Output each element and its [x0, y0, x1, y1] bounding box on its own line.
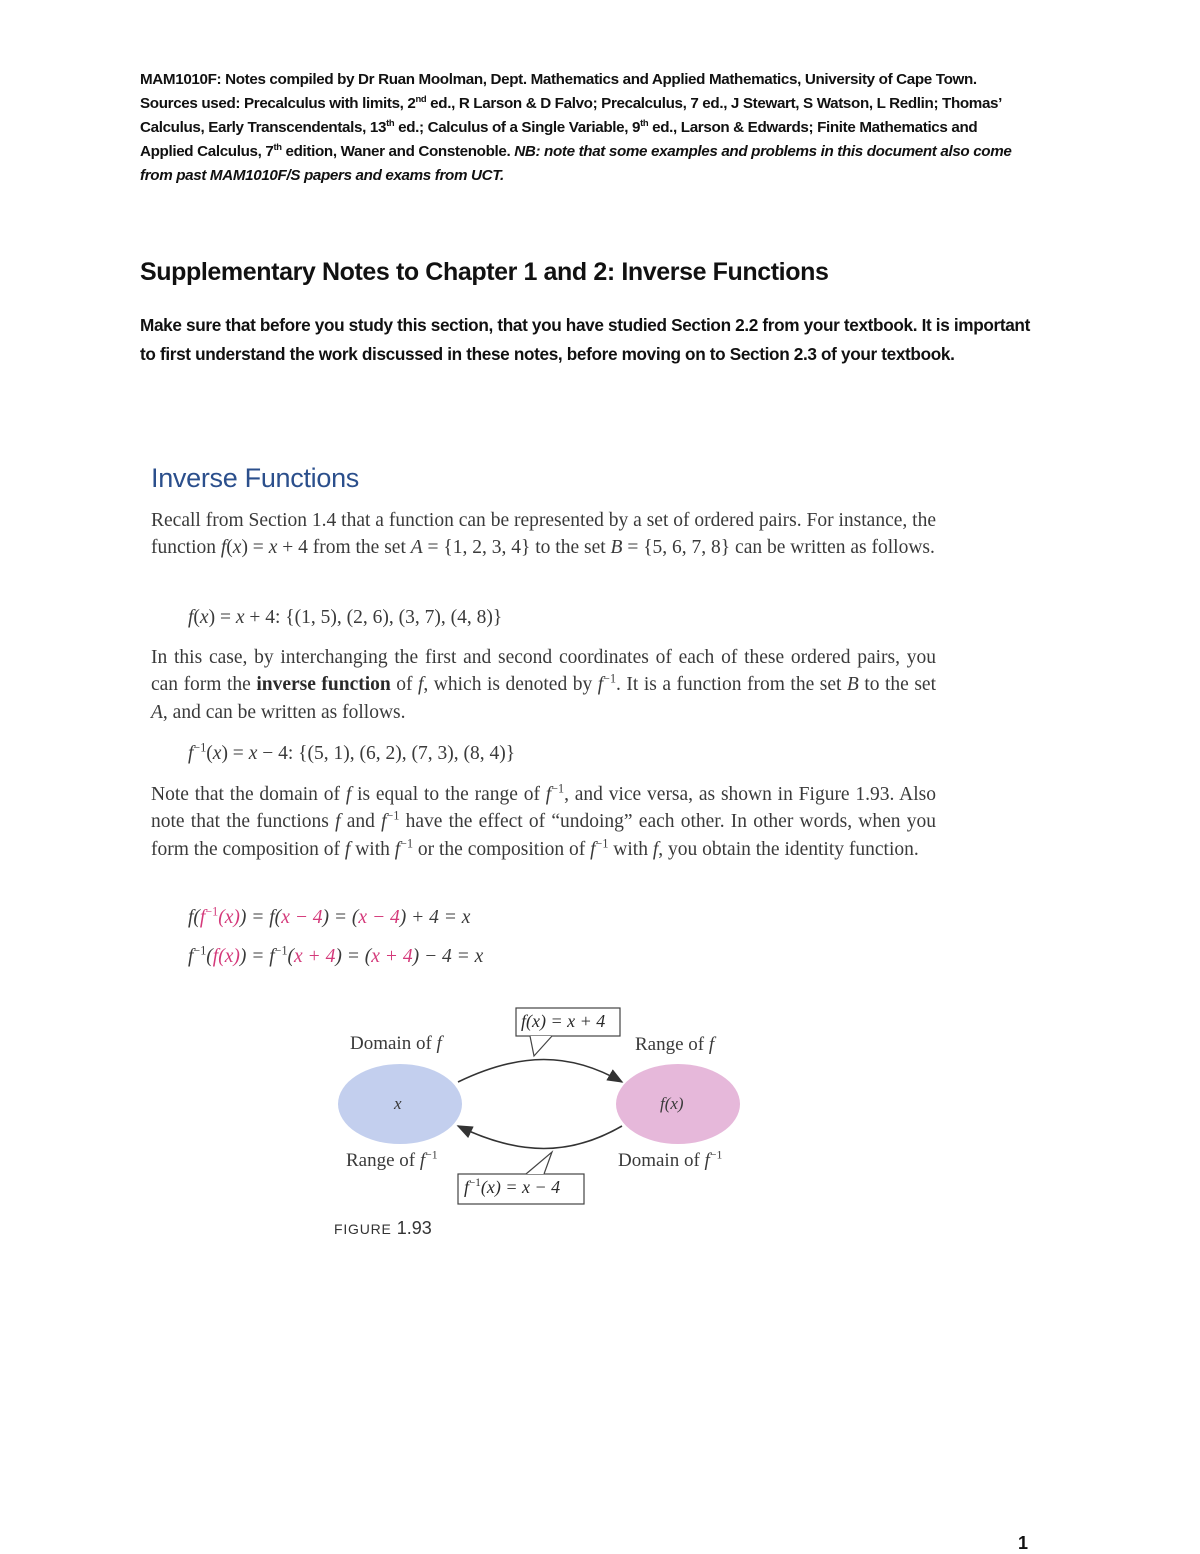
header-text: ed.; Calculus of a Single Variable, 9 — [394, 119, 641, 136]
left-circle-label: x — [394, 1094, 402, 1113]
domain-of-finv-label: Domain of $f^{-1}$ — [618, 1148, 723, 1171]
header-text: Applied Calculus, 7 — [140, 143, 274, 160]
figure-caption: FIGURE 1.93 — [334, 1218, 432, 1238]
equation-ordered-pairs-finv: $f^{-1}(x) = x - 4$: {(5, 1), (6, 2), (7, 3), (8, 4)} — [188, 740, 516, 764]
right-circle-label: f(x) — [660, 1094, 684, 1113]
paragraph-2: In this case, by interchanging the first and second coordinates of each of these ordered pairs, you can form the inverse function of f, which is denoted by $f^{-1}$. It is a function from the set B to the set A, and can be written as follows. — [151, 647, 937, 723]
header-line-1: MAM1010F: Notes compiled by Dr Ruan Moolman, Dept. Mathematics and Applied Mathematics, University of Cape Town. — [140, 71, 977, 88]
header-text: edition, Waner and Constenoble. — [281, 143, 515, 160]
header-text: ed., Larson & Edwards; Finite Mathematics and — [648, 119, 978, 136]
equation-ordered-pairs-f: f(x) = x + 4: {(1, 5), (2, 6), (3, 7), (4, 8)} — [188, 607, 503, 628]
page-number: 1 — [1017, 1533, 1028, 1553]
domain-of-f-label: Domain of f — [350, 1033, 442, 1054]
f-box-label: f(x) = x + 4 — [521, 1011, 606, 1031]
source-header — [140, 68, 1040, 188]
nb-note: NB: note that some examples and problems in this document also come from past MAM1010F/S papers and exams from UCT. — [140, 143, 1012, 184]
paragraph-1: Recall from Section 1.4 that a function can be represented by a set of ordered pairs. For instance, the function f(x) = x + 4 from the set A = {1, 2, 3, 4} to the set B = {5, 6, 7, 8} can be written as follows. — [151, 510, 936, 559]
inverse-arrow — [458, 1126, 622, 1149]
figure-inverse-mapping — [330, 1000, 770, 1220]
header-text: Sources used: Precalculus with limits, 2 — [140, 95, 416, 112]
header-line-3 — [140, 116, 1040, 140]
paragraph-3: Note that the domain of f is equal to the range of $f^{-1}$, and vice versa, as shown in Figure 1.93. Also note that the functions f and $f^{-1}$ have the effect of “undoing” each other. In other words, when you form the composition of f with $f^{-1}$ or the composition of $f^{-1}$ with f, you obtain the identity function. — [151, 781, 936, 860]
header-text: ed., R Larson & D Falvo; Precalculus, 7 ed., J Stewart, S Watson, L Redlin; Thomas’ — [426, 95, 1003, 112]
header-text: Calculus, Early Transcendentals, 13 — [140, 119, 387, 136]
section-heading: Inverse Functions — [151, 463, 359, 493]
range-of-finv-label: Range of $f^{-1}$ — [346, 1148, 438, 1171]
f-box-pointer — [530, 1036, 552, 1056]
superscript: th — [640, 116, 649, 128]
superscript: nd — [415, 92, 427, 104]
range-of-f-label: Range of f — [635, 1034, 715, 1055]
finv-box-pointer — [526, 1152, 552, 1174]
forward-arrow — [458, 1060, 622, 1083]
superscript: th — [273, 140, 282, 152]
superscript: th — [386, 116, 395, 128]
header-line-4 — [140, 140, 1040, 188]
equation-composition-1: $f(f^{-1}(x)) = f(x - 4) = (x - 4) + 4 = x$ — [188, 904, 471, 928]
finv-box-label: $f^{-1}(x) = x - 4$ — [464, 1177, 561, 1197]
intro-instruction: Make sure that before you study this section, that you have studied Section 2.2 from your textbook. It is important to first understand the work discussed in these notes, before moving on to Section 2.3 of your textbook. — [140, 315, 1030, 364]
page-title: Supplementary Notes to Chapter 1 and 2: Inverse Functions — [140, 258, 829, 286]
equation-composition-2: $f^{-1}(f(x)) = f^{-1}(x + 4) = (x + 4) - 4 = x$ — [188, 943, 484, 967]
header-line-2 — [140, 92, 1040, 116]
